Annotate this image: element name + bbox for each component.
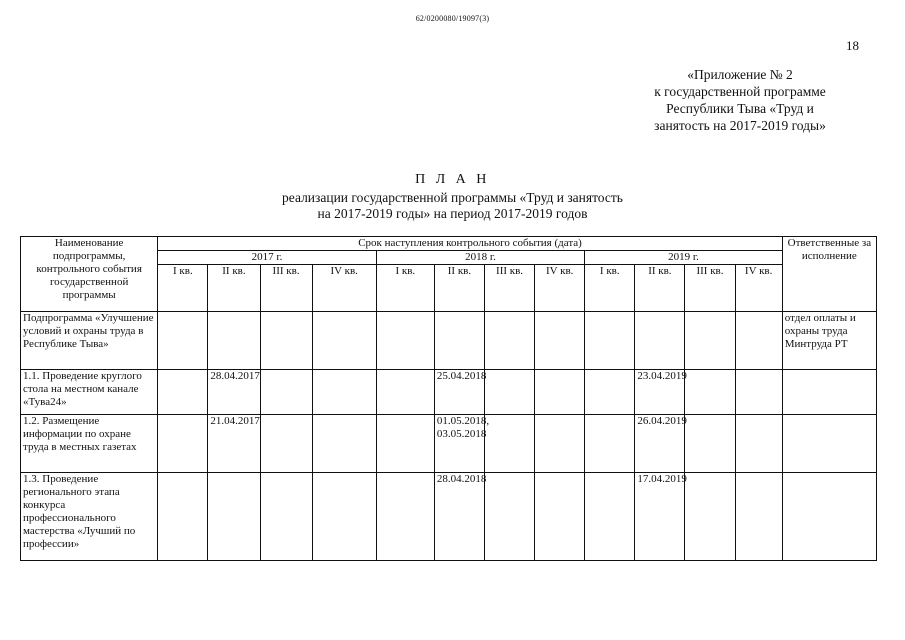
date-cell xyxy=(158,312,208,370)
year-header: 2017 г. xyxy=(158,251,376,265)
date-cell: 28.04.2018 xyxy=(434,473,484,561)
date-cell xyxy=(685,415,735,473)
plan-table xyxy=(20,236,877,561)
quarter-header: IV кв. xyxy=(312,265,376,312)
responsible-cell xyxy=(782,473,876,561)
date-cell xyxy=(535,312,585,370)
date-cell: 21.04.2017 xyxy=(208,415,260,473)
date-cell xyxy=(535,415,585,473)
date-cell xyxy=(485,415,535,473)
table-header-row xyxy=(21,237,877,251)
date-cell xyxy=(376,370,434,415)
quarter-header: III кв. xyxy=(260,265,312,312)
table-row xyxy=(21,312,877,370)
date-cell xyxy=(735,473,782,561)
event-name-cell: 1.3. Проведение регионального этапа конкурса профессионального мастерства «Лучший по профессии» xyxy=(21,473,158,561)
date-cell xyxy=(158,415,208,473)
date-cell xyxy=(158,370,208,415)
date-cell xyxy=(260,312,312,370)
date-cell xyxy=(208,312,260,370)
plan-subtitle-line: на 2017-2019 годы» на период 2017-2019 годов xyxy=(317,206,588,221)
date-cell xyxy=(158,473,208,561)
date-cell: 17.04.2019 xyxy=(635,473,685,561)
quarter-header: III кв. xyxy=(685,265,735,312)
column-header-responsible: Ответственные за исполнение xyxy=(782,237,876,312)
date-cell xyxy=(685,473,735,561)
event-name-cell: 1.2. Размещение информации по охране труда в местных газетах xyxy=(21,415,158,473)
annex-line: Республики Тыва «Труд и xyxy=(666,101,814,116)
page-number: 18 xyxy=(846,38,859,53)
date-cell: 28.04.2017 xyxy=(208,370,260,415)
date-cell xyxy=(585,370,635,415)
quarter-header: II кв. xyxy=(208,265,260,312)
date-cell xyxy=(312,370,376,415)
annex-line: занятость на 2017-2019 годы» xyxy=(654,118,826,133)
date-cell xyxy=(376,473,434,561)
quarter-header: I кв. xyxy=(376,265,434,312)
date-cell xyxy=(535,370,585,415)
date-cell xyxy=(585,415,635,473)
date-cell xyxy=(485,312,535,370)
date-cell: 01.05.2018, 03.05.2018 xyxy=(434,415,484,473)
date-cell xyxy=(485,370,535,415)
date-cell xyxy=(585,473,635,561)
annex-header xyxy=(600,66,880,134)
column-header-deadline: Срок наступления контрольного события (дата) xyxy=(158,237,782,251)
date-cell xyxy=(376,415,434,473)
date-cell xyxy=(685,312,735,370)
date-cell xyxy=(312,473,376,561)
date-cell xyxy=(685,370,735,415)
date-cell xyxy=(635,312,685,370)
date-cell xyxy=(485,473,535,561)
annex-line: «Приложение № 2 xyxy=(687,67,793,82)
responsible-cell xyxy=(782,415,876,473)
quarter-header: I кв. xyxy=(585,265,635,312)
annex-line: к государственной программе xyxy=(654,84,826,99)
column-header-name: Наименование подпрограммы, контрольного события государственной программы xyxy=(21,237,158,312)
responsible-cell: отдел оплаты и охраны труда Минтруда РТ xyxy=(782,312,876,370)
event-name-cell: 1.1. Проведение круглого стола на местном канале «Тува24» xyxy=(21,370,158,415)
date-cell xyxy=(434,312,484,370)
table-row xyxy=(21,370,877,415)
date-cell xyxy=(735,312,782,370)
date-cell: 26.04.2019 xyxy=(635,415,685,473)
date-cell: 25.04.2018 xyxy=(434,370,484,415)
quarter-header: III кв. xyxy=(485,265,535,312)
document-id: 62/0200080/19097(3) xyxy=(415,14,490,23)
date-cell xyxy=(585,312,635,370)
responsible-cell xyxy=(782,370,876,415)
table-row xyxy=(21,415,877,473)
year-header: 2019 г. xyxy=(585,251,783,265)
date-cell xyxy=(260,415,312,473)
date-cell xyxy=(535,473,585,561)
date-cell xyxy=(260,370,312,415)
date-cell xyxy=(208,473,260,561)
year-header: 2018 г. xyxy=(376,251,584,265)
plan-title: П Л А Н xyxy=(415,172,490,187)
quarter-header: II кв. xyxy=(434,265,484,312)
date-cell xyxy=(735,370,782,415)
date-cell xyxy=(312,312,376,370)
date-cell xyxy=(376,312,434,370)
quarter-header: I кв. xyxy=(158,265,208,312)
quarter-header: II кв. xyxy=(635,265,685,312)
table-row xyxy=(21,473,877,561)
plan-subtitle-line: реализации государственной программы «Труд и занятость xyxy=(282,190,623,205)
date-cell xyxy=(312,415,376,473)
plan-subtitle xyxy=(0,190,905,222)
event-name-cell: Подпрограмма «Улучшение условий и охраны труда в Республике Тыва» xyxy=(21,312,158,370)
date-cell xyxy=(735,415,782,473)
quarter-header: IV кв. xyxy=(535,265,585,312)
date-cell: 23.04.2019 xyxy=(635,370,685,415)
quarter-header: IV кв. xyxy=(735,265,782,312)
date-cell xyxy=(260,473,312,561)
